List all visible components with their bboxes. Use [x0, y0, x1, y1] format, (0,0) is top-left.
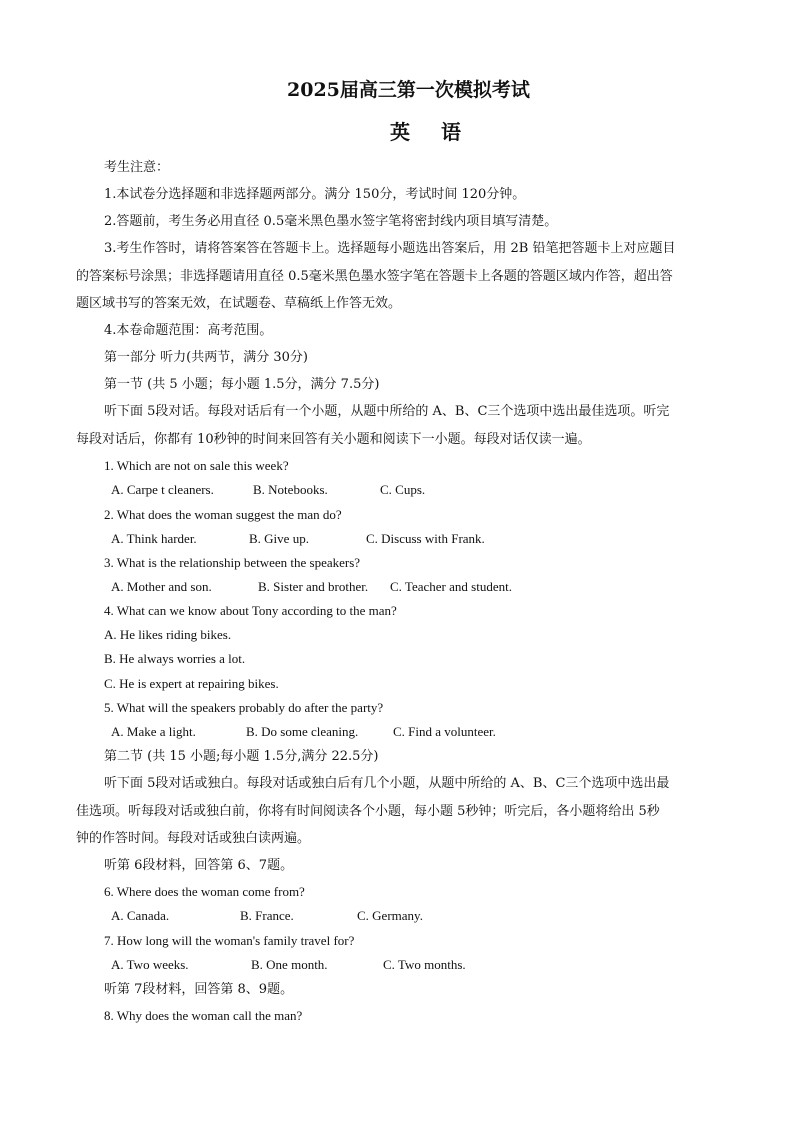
material-note: 听第 6段材料，回答第 6、7题。	[104, 858, 294, 873]
section1-instruction: 听下面 5段对话。每段对话后有一个小题，从题中所给的 A、B、C三个选项中选出最佳选项。听完	[104, 404, 670, 419]
subject-title: 英 语	[390, 120, 473, 144]
notice-heading: 考生注意：	[104, 160, 170, 175]
notice-item: 3.考生作答时，请将答案答在答题卡上。选择题每小题选出答案后，用 2B 铅笔把答题卡上对应题目	[104, 241, 676, 256]
notice-item: 2.答题前，考生务必用直径 0.5毫米黑色墨水签字笔将密封线内项目填写清楚。	[104, 214, 558, 229]
option-b: B. He always worries a lot.	[104, 651, 246, 666]
option-a: A. Make a light.	[111, 724, 196, 739]
section1-instruction: 每段对话后，你都有 10秒钟的时间来回答有关小题和阅读下一小题。每段对话仅读一遍。	[76, 432, 591, 447]
notice-item: 1.本试卷分选择题和非选择题两部分。满分 150分，考试时间 120分钟。	[104, 187, 526, 202]
notice-item: 4.本卷命题范围：高考范围。	[104, 323, 273, 338]
notice-item: 的答案标号涂黑；非选择题请用直径 0.5毫米黑色墨水签字笔在答题卡上各题的答题区域内作答，超出答	[76, 269, 673, 284]
question-stem: 5. What will the speakers probably do after the party?	[104, 700, 384, 715]
option-b: B. Sister and brother.	[258, 579, 369, 594]
question-stem: 3. What is the relationship between the speakers?	[104, 555, 361, 570]
option-c: C. Find a volunteer.	[393, 724, 496, 739]
option-a: A. Carpe t cleaners.	[111, 482, 214, 497]
section2-heading: 第二节 (共 15 小题;每小题 1.5分,满分 22.5分)	[104, 749, 379, 764]
question-stem: 6. Where does the woman come from?	[104, 884, 305, 899]
option-c: C. Discuss with Frank.	[366, 531, 485, 546]
notice-item: 题区域书写的答案无效，在试题卷、草稿纸上作答无效。	[76, 296, 402, 311]
option-c: C. He is expert at repairing bikes.	[104, 676, 279, 691]
option-a: A. Think harder.	[111, 531, 197, 546]
material-note: 听第 7段材料，回答第 8、9题。	[104, 982, 294, 997]
section2-instruction: 佳选项。听每段对话或独白前，你将有时间阅读各个小题，每小题 5秒钟；听完后，各小题将给出 5秒	[76, 804, 660, 819]
section2-instruction: 钟的作答时间。每段对话或独白读两遍。	[76, 831, 311, 846]
option-b: B. France.	[240, 908, 294, 923]
option-b: B. Do some cleaning.	[246, 724, 359, 739]
option-c: C. Germany.	[357, 908, 423, 923]
question-stem: 8. Why does the woman call the man?	[104, 1008, 303, 1023]
option-c: C. Cups.	[380, 482, 426, 497]
exam-title: 2025届高三第一次模拟考试	[287, 79, 530, 101]
option-b: B. Give up.	[249, 531, 309, 546]
option-c: C. Two months.	[383, 957, 466, 972]
option-c: C. Teacher and student.	[390, 579, 512, 594]
option-a: A. Mother and son.	[111, 579, 212, 594]
question-stem: 7. How long will the woman's family travel for?	[104, 933, 355, 948]
option-b: B. One month.	[251, 957, 328, 972]
section2-instruction: 听下面 5段对话或独白。每段对话或独白后有几个小题，从题中所给的 A、B、C三个选项中选出最	[104, 776, 670, 791]
option-a: A. He likes riding bikes.	[104, 627, 232, 642]
section1-heading: 第一节 (共 5 小题；每小题 1.5分，满分 7.5分)	[104, 377, 380, 392]
question-stem: 1. Which are not on sale this week?	[104, 458, 289, 473]
question-stem: 4. What can we know about Tony according to the man?	[104, 603, 397, 618]
part1-heading: 第一部分 听力(共两节，满分 30分)	[104, 350, 308, 365]
option-b: B. Notebooks.	[253, 482, 328, 497]
question-stem: 2. What does the woman suggest the man do?	[104, 507, 342, 522]
option-a: A. Two weeks.	[111, 957, 189, 972]
option-a: A. Canada.	[111, 908, 170, 923]
